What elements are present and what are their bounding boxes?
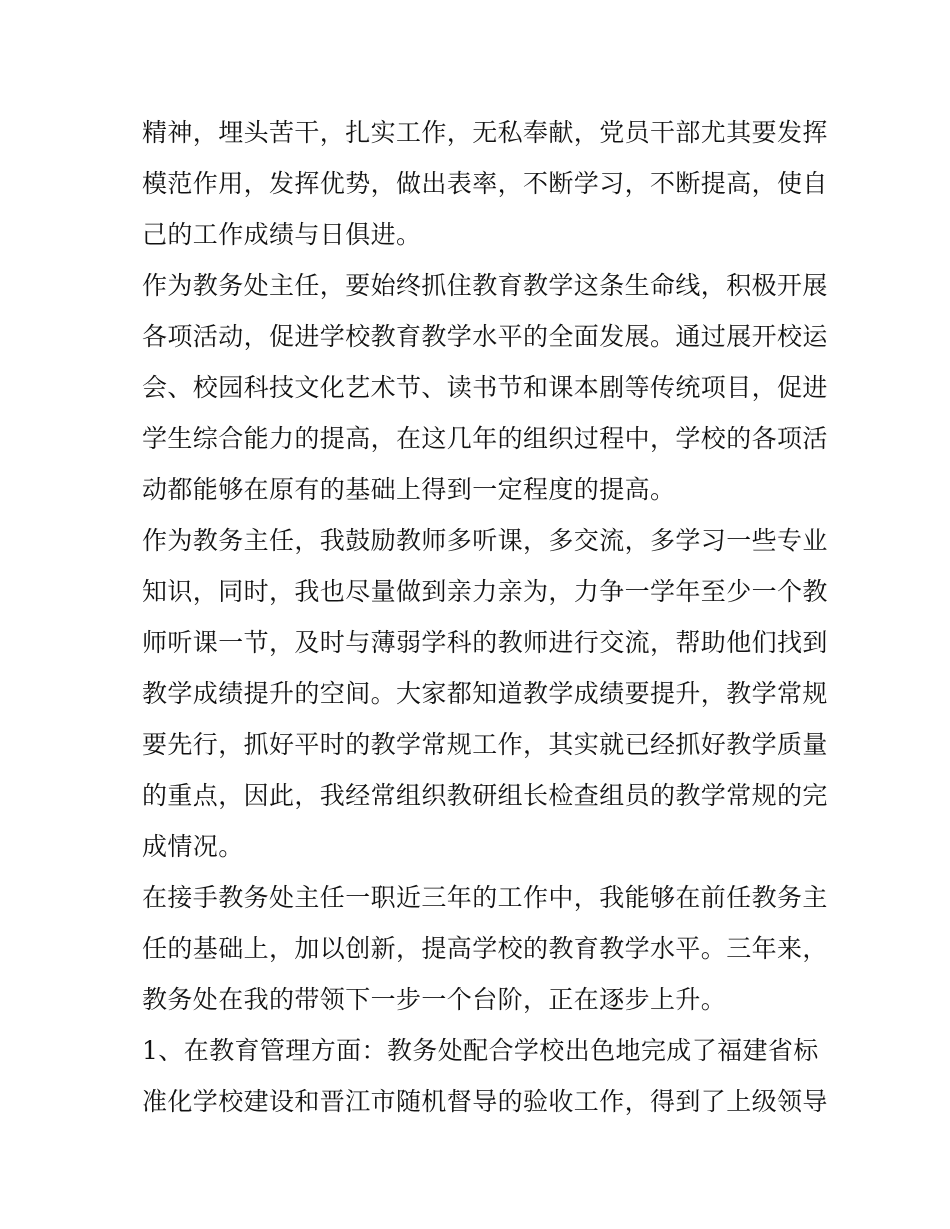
text-line: 会、校园科技文化艺术节、读书节和课本剧等传统项目，促进 [142, 373, 828, 402]
text-line: 作为教务处主任，要始终抓住教育教学这条生命线，积极开展 [142, 271, 828, 300]
text-line: 己的工作成绩与日俱进。 [142, 220, 422, 249]
text-line: 要先行，抓好平时的教学常规工作，其实就已经抓好教学质量 [142, 730, 828, 759]
text-line: 模范作用，发挥优势，做出表率，不断学习，不断提高，使自 [142, 169, 828, 198]
text-line: 精神，埋头苦干，扎实工作，无私奉献，党员干部尤其要发挥 [142, 118, 828, 147]
text-line: 各项活动，促进学校教育教学水平的全面发展。通过展开校运 [142, 322, 828, 351]
text-line: 作为教务主任，我鼓励教师多听课，多交流，多学习一些专业 [142, 526, 828, 555]
text-line: 任的基础上，加以创新，提高学校的教育教学水平。三年来， [142, 934, 828, 963]
text-line: 动都能够在原有的基础上得到一定程度的提高。 [142, 475, 676, 504]
text-line: 在接手教务处主任一职近三年的工作中，我能够在前任教务主 [142, 883, 828, 912]
text-line: 准化学校建设和晋江市随机督导的验收工作，得到了上级领导 [142, 1087, 828, 1116]
document-body [142, 107, 828, 1127]
text-line: 教学成绩提升的空间。大家都知道教学成绩要提升，教学常规 [142, 679, 828, 708]
text-line: 师听课一节，及时与薄弱学科的教师进行交流，帮助他们找到 [142, 628, 828, 657]
text-line: 1、在教育管理方面：教务处配合学校出色地完成了福建省标 [142, 1036, 819, 1065]
text-line: 教务处在我的带领下一步一个台阶，正在逐步上升。 [142, 985, 727, 1014]
text-line: 成情况。 [142, 832, 244, 861]
text-line: 的重点，因此，我经常组织教研组长检查组员的教学常规的完 [142, 781, 828, 810]
text-line: 学生综合能力的提高，在这几年的组织过程中，学校的各项活 [142, 424, 828, 453]
text-line: 知识，同时，我也尽量做到亲力亲为，力争一学年至少一个教 [142, 577, 828, 606]
